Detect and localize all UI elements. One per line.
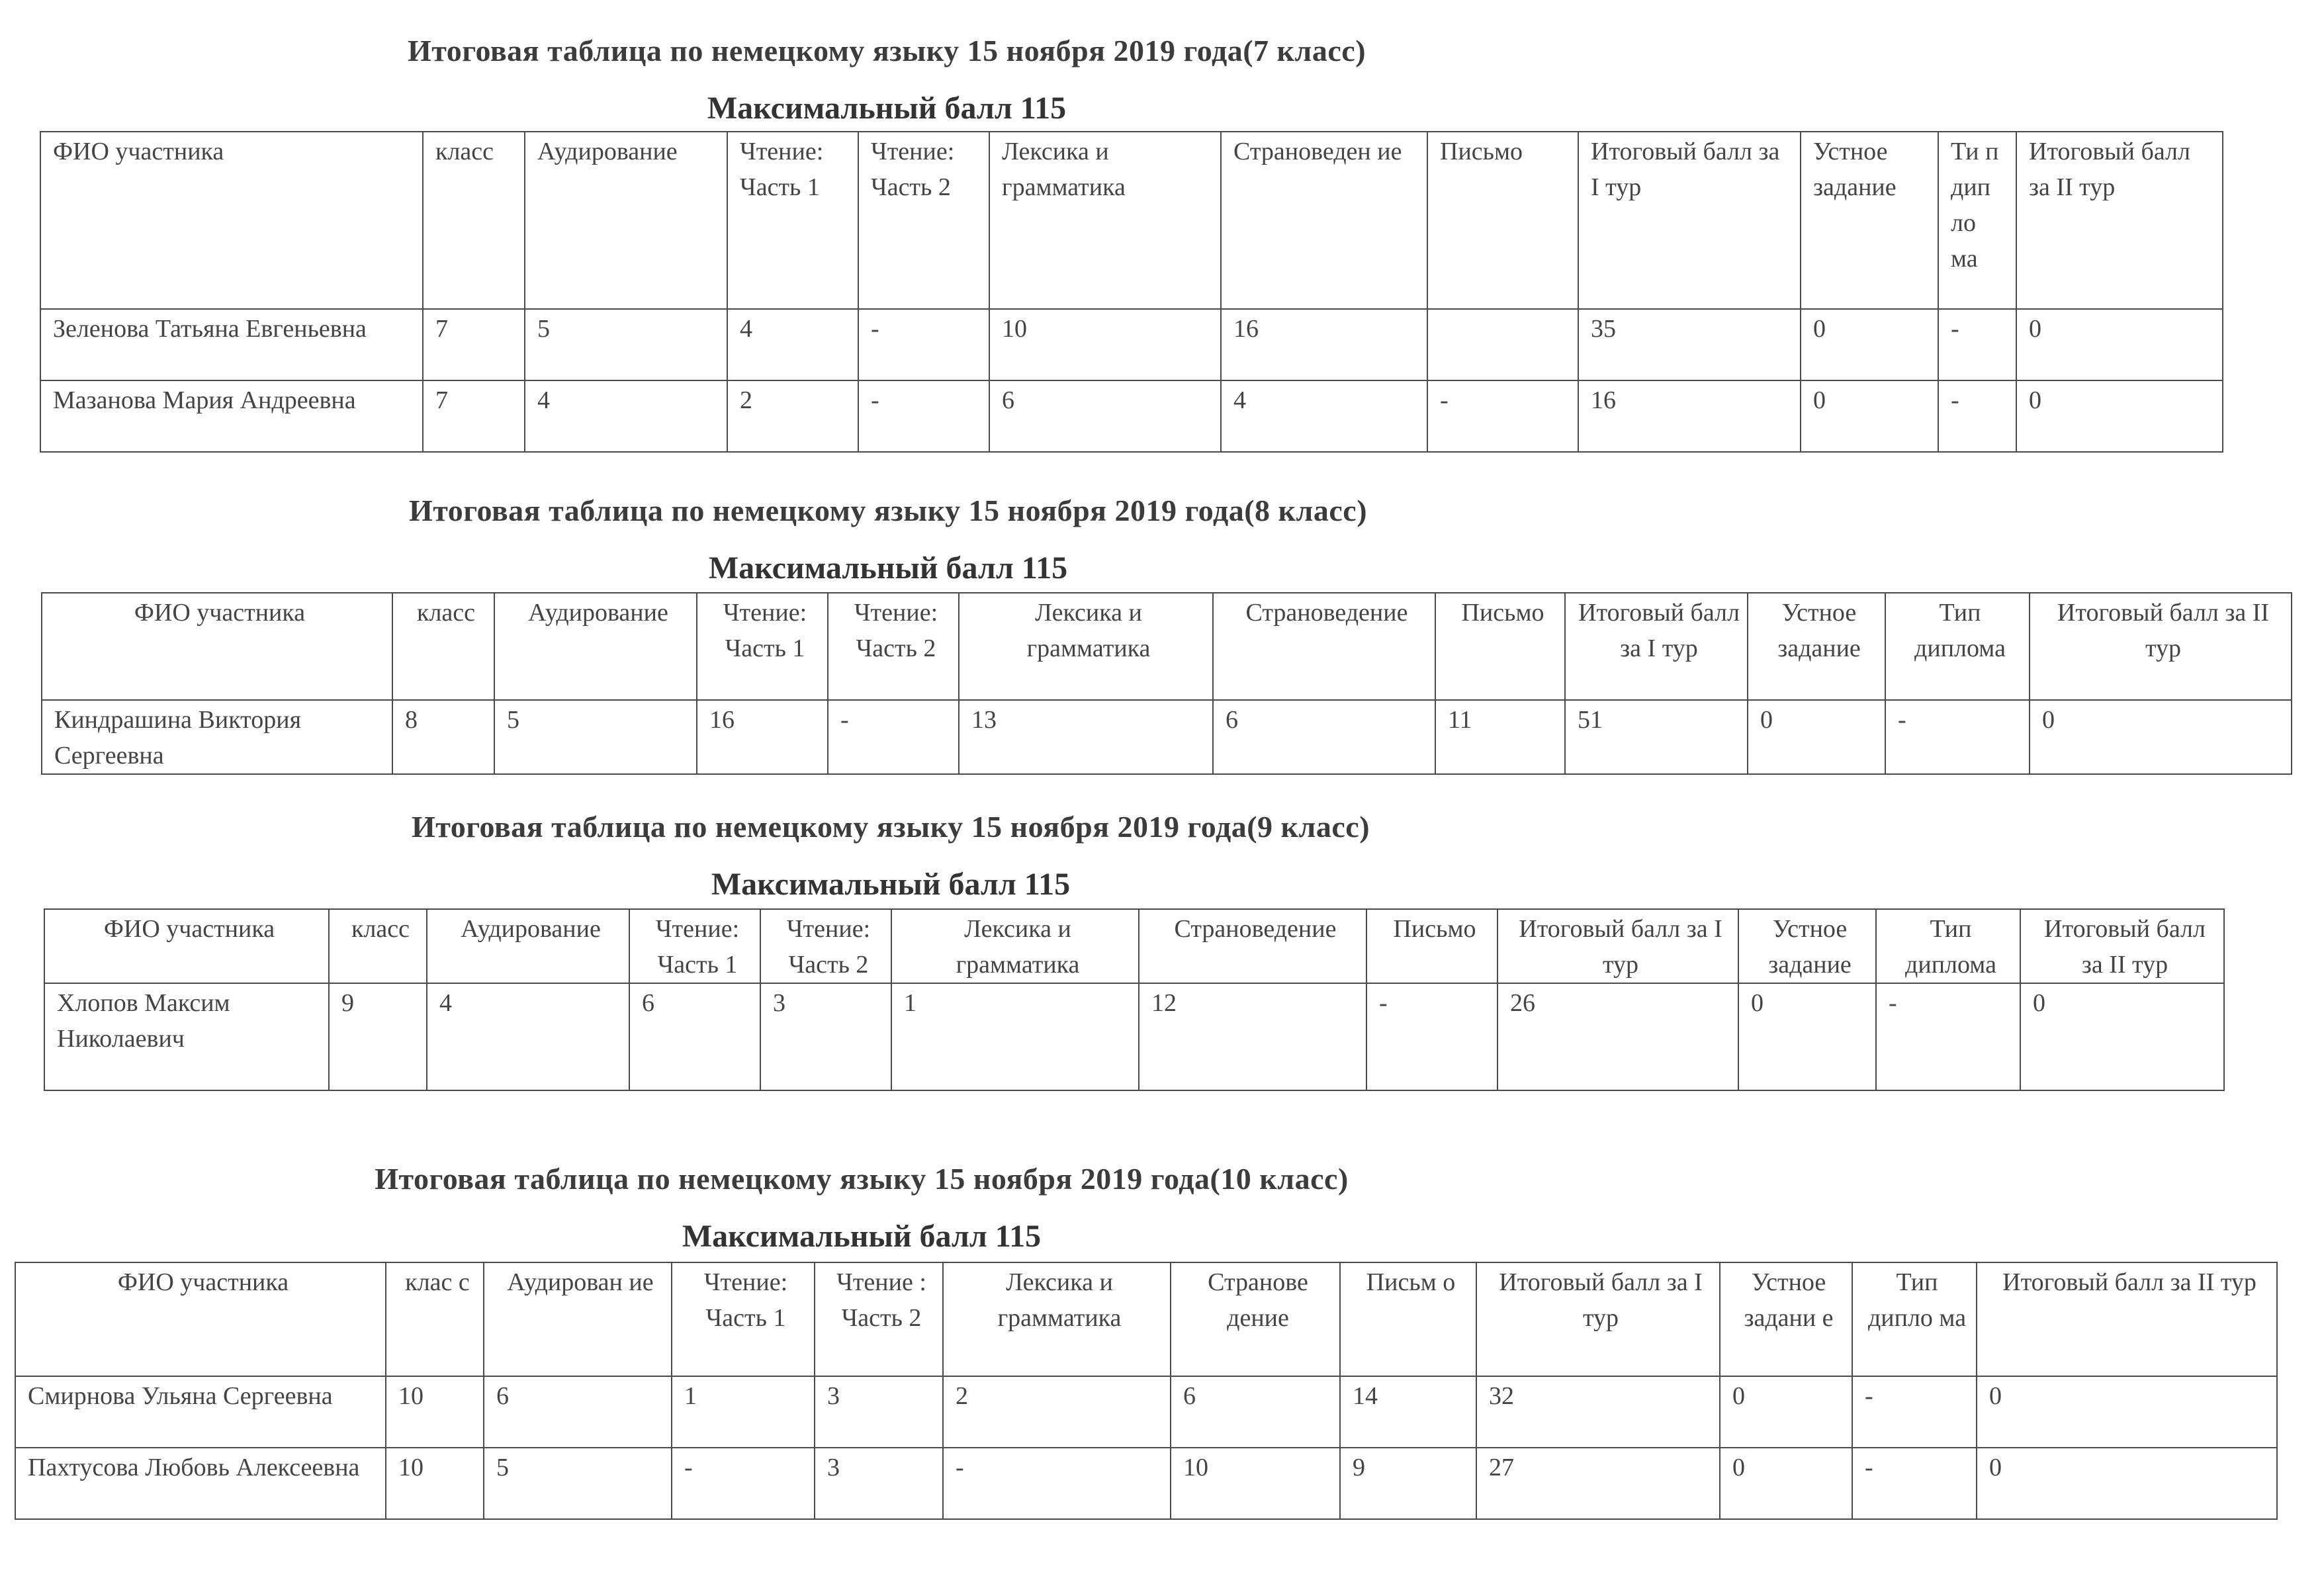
cell: 16 [1578, 380, 1801, 452]
cell: 7 [423, 309, 525, 380]
header-cell: ФИО участника [15, 1262, 386, 1376]
header-cell: Аудирование [427, 909, 629, 983]
cell: Мазанова Мария Андреевна [40, 380, 423, 452]
cell: - [858, 309, 989, 380]
header-cell: класс [423, 132, 525, 309]
cell: 6 [629, 983, 760, 1090]
table-row [15, 1376, 2277, 1448]
cell: 0 [2016, 380, 2223, 452]
cell: 6 [989, 380, 1221, 452]
cell: 16 [697, 700, 828, 774]
header-row [15, 1262, 2277, 1376]
header-cell: Лексика и грамматика [943, 1262, 1171, 1376]
cell: Киндрашина Виктория Сергеевна [42, 700, 392, 774]
header-cell: Чтение: Часть 1 [727, 132, 858, 309]
header-cell: Страноведение [1139, 909, 1366, 983]
header-cell: Чтение : Часть 2 [815, 1262, 943, 1376]
results-table [44, 908, 2225, 1091]
cell: - [858, 380, 989, 452]
header-cell: Итоговый балл за I тур [1578, 132, 1801, 309]
cell: 6 [1213, 700, 1435, 774]
cell: 7 [423, 380, 525, 452]
cell: - [1885, 700, 2030, 774]
header-cell: Устное задание [1748, 593, 1885, 700]
header-row [40, 132, 2223, 309]
cell: 10 [386, 1376, 484, 1448]
cell: 13 [959, 700, 1213, 774]
header-cell: Итоговый балл за I тур [1497, 909, 1738, 983]
header-cell: Лексика и грамматика [891, 909, 1139, 983]
header-cell: Итоговый балл за I тур [1476, 1262, 1720, 1376]
cell: 14 [1340, 1376, 1476, 1448]
table-row [40, 309, 2223, 380]
cell: 0 [1738, 983, 1876, 1090]
cell: 35 [1578, 309, 1801, 380]
cell: 8 [392, 700, 494, 774]
table-row [15, 1448, 2277, 1519]
header-cell: Аудирование [525, 132, 727, 309]
header-cell: Чтение: Часть 2 [828, 593, 959, 700]
header-cell: Письмо [1427, 132, 1578, 309]
cell: - [943, 1448, 1171, 1519]
cell [1427, 309, 1578, 380]
cell: 0 [1748, 700, 1885, 774]
header-cell: класс [329, 909, 427, 983]
header-cell: Тип диплома [1885, 593, 2030, 700]
header-cell: Тип дипло ма [1852, 1262, 1977, 1376]
header-cell: Письм о [1340, 1262, 1476, 1376]
header-cell: ФИО участника [42, 593, 392, 700]
header-cell: Итоговый балл за II тур [2016, 132, 2223, 309]
cell: Зеленова Татьяна Евгеньевна [40, 309, 423, 380]
cell: 3 [815, 1376, 943, 1448]
cell: 4 [427, 983, 629, 1090]
header-cell: Чтение: Часть 1 [629, 909, 760, 983]
header-cell: Страноведение [1213, 593, 1435, 700]
cell: - [1852, 1448, 1977, 1519]
cell: 10 [1171, 1448, 1340, 1519]
cell: - [1938, 309, 2016, 380]
cell: 3 [760, 983, 891, 1090]
cell: 6 [484, 1376, 672, 1448]
section-title: Итоговая таблица по немецкому языку 15 ноября 2019 года(8 класс) [408, 494, 1368, 527]
cell: 16 [1221, 309, 1427, 380]
max-score: Максимальный балл 115 [707, 91, 1067, 126]
header-row [42, 593, 2292, 700]
header-cell: Чтение: Часть 1 [672, 1262, 815, 1376]
header-cell: класс [392, 593, 494, 700]
header-cell: Тип диплома [1876, 909, 2020, 983]
cell: - [1876, 983, 2020, 1090]
cell: 5 [484, 1448, 672, 1519]
header-cell: Устное задание [1738, 909, 1876, 983]
section-title: Итоговая таблица по немецкому языку 15 ноября 2019 года(7 класс) [407, 34, 1366, 67]
results-table [40, 131, 2223, 453]
cell: 0 [2016, 309, 2223, 380]
cell: 5 [525, 309, 727, 380]
max-score: Максимальный балл 115 [711, 867, 1071, 902]
cell: 0 [2030, 700, 2292, 774]
header-cell: Итоговый балл за II тур [2020, 909, 2224, 983]
header-cell: Аудирован ие [484, 1262, 672, 1376]
cell: - [828, 700, 959, 774]
cell: 12 [1139, 983, 1366, 1090]
header-cell: Итоговый балл за II тур [1977, 1262, 2277, 1376]
section-grade-8 [41, 486, 2304, 777]
cell: Пахтусова Любовь Алексеевна [15, 1448, 386, 1519]
header-cell: Странове дение [1171, 1262, 1340, 1376]
cell: 0 [1801, 309, 1938, 380]
table-row [40, 380, 2223, 452]
header-cell: Итоговый балл за I тур [1565, 593, 1748, 700]
cell: 0 [1720, 1448, 1852, 1519]
cell: Хлопов Максим Николаевич [44, 983, 329, 1090]
section-grade-10 [15, 1155, 2278, 1565]
section-grade-9 [44, 803, 2227, 1094]
cell: 0 [1977, 1376, 2277, 1448]
cell: 6 [1171, 1376, 1340, 1448]
cell: 2 [727, 380, 858, 452]
cell: - [1852, 1376, 1977, 1448]
cell: 51 [1565, 700, 1748, 774]
cell: 10 [989, 309, 1221, 380]
header-cell: Страноведен ие [1221, 132, 1427, 309]
header-cell: ФИО участника [44, 909, 329, 983]
header-cell: Аудирование [494, 593, 697, 700]
cell: 1 [672, 1376, 815, 1448]
section-grade-7 [40, 26, 2223, 457]
cell: 0 [1720, 1376, 1852, 1448]
header-cell: Чтение: Часть 1 [697, 593, 828, 700]
header-cell: клас с [386, 1262, 484, 1376]
results-table [41, 592, 2292, 775]
cell: 4 [727, 309, 858, 380]
header-cell: Устное задание [1801, 132, 1938, 309]
header-cell: Ти п дип ло ма [1938, 132, 2016, 309]
results-table [15, 1262, 2278, 1520]
cell: 10 [386, 1448, 484, 1519]
cell: 11 [1435, 700, 1565, 774]
cell: 32 [1476, 1376, 1720, 1448]
cell: - [1366, 983, 1497, 1090]
cell: 0 [2020, 983, 2224, 1090]
cell: 9 [329, 983, 427, 1090]
header-cell: Лексика и грамматика [989, 132, 1221, 309]
cell: - [1427, 380, 1578, 452]
cell: 1 [891, 983, 1139, 1090]
max-score: Максимальный балл 115 [708, 550, 1068, 586]
cell: 4 [525, 380, 727, 452]
table-row [42, 700, 2292, 774]
cell: 26 [1497, 983, 1738, 1090]
table-row [44, 983, 2224, 1090]
header-cell: Письмо [1366, 909, 1497, 983]
header-cell: Устное задани е [1720, 1262, 1852, 1376]
header-cell: Лексика и грамматика [959, 593, 1213, 700]
cell: 3 [815, 1448, 943, 1519]
cell: 0 [1977, 1448, 2277, 1519]
header-cell: ФИО участника [40, 132, 423, 309]
header-row [44, 909, 2224, 983]
header-cell: Письмо [1435, 593, 1565, 700]
header-cell: Чтение: Часть 2 [760, 909, 891, 983]
section-title: Итоговая таблица по немецкому языку 15 ноября 2019 года(9 класс) [411, 810, 1370, 844]
cell: - [1938, 380, 2016, 452]
cell: 9 [1340, 1448, 1476, 1519]
header-cell: Итоговый балл за II тур [2030, 593, 2292, 700]
header-cell: Чтение: Часть 2 [858, 132, 989, 309]
cell: 27 [1476, 1448, 1720, 1519]
cell: Смирнова Ульяна Сергеевна [15, 1376, 386, 1448]
cell: 5 [494, 700, 697, 774]
cell: 0 [1801, 380, 1938, 452]
section-title: Итоговая таблица по немецкому языку 15 ноября 2019 года(10 класс) [375, 1162, 1349, 1196]
max-score: Максимальный балл 115 [682, 1219, 1042, 1254]
cell: - [672, 1448, 815, 1519]
cell: 2 [943, 1376, 1171, 1448]
cell: 4 [1221, 380, 1427, 452]
